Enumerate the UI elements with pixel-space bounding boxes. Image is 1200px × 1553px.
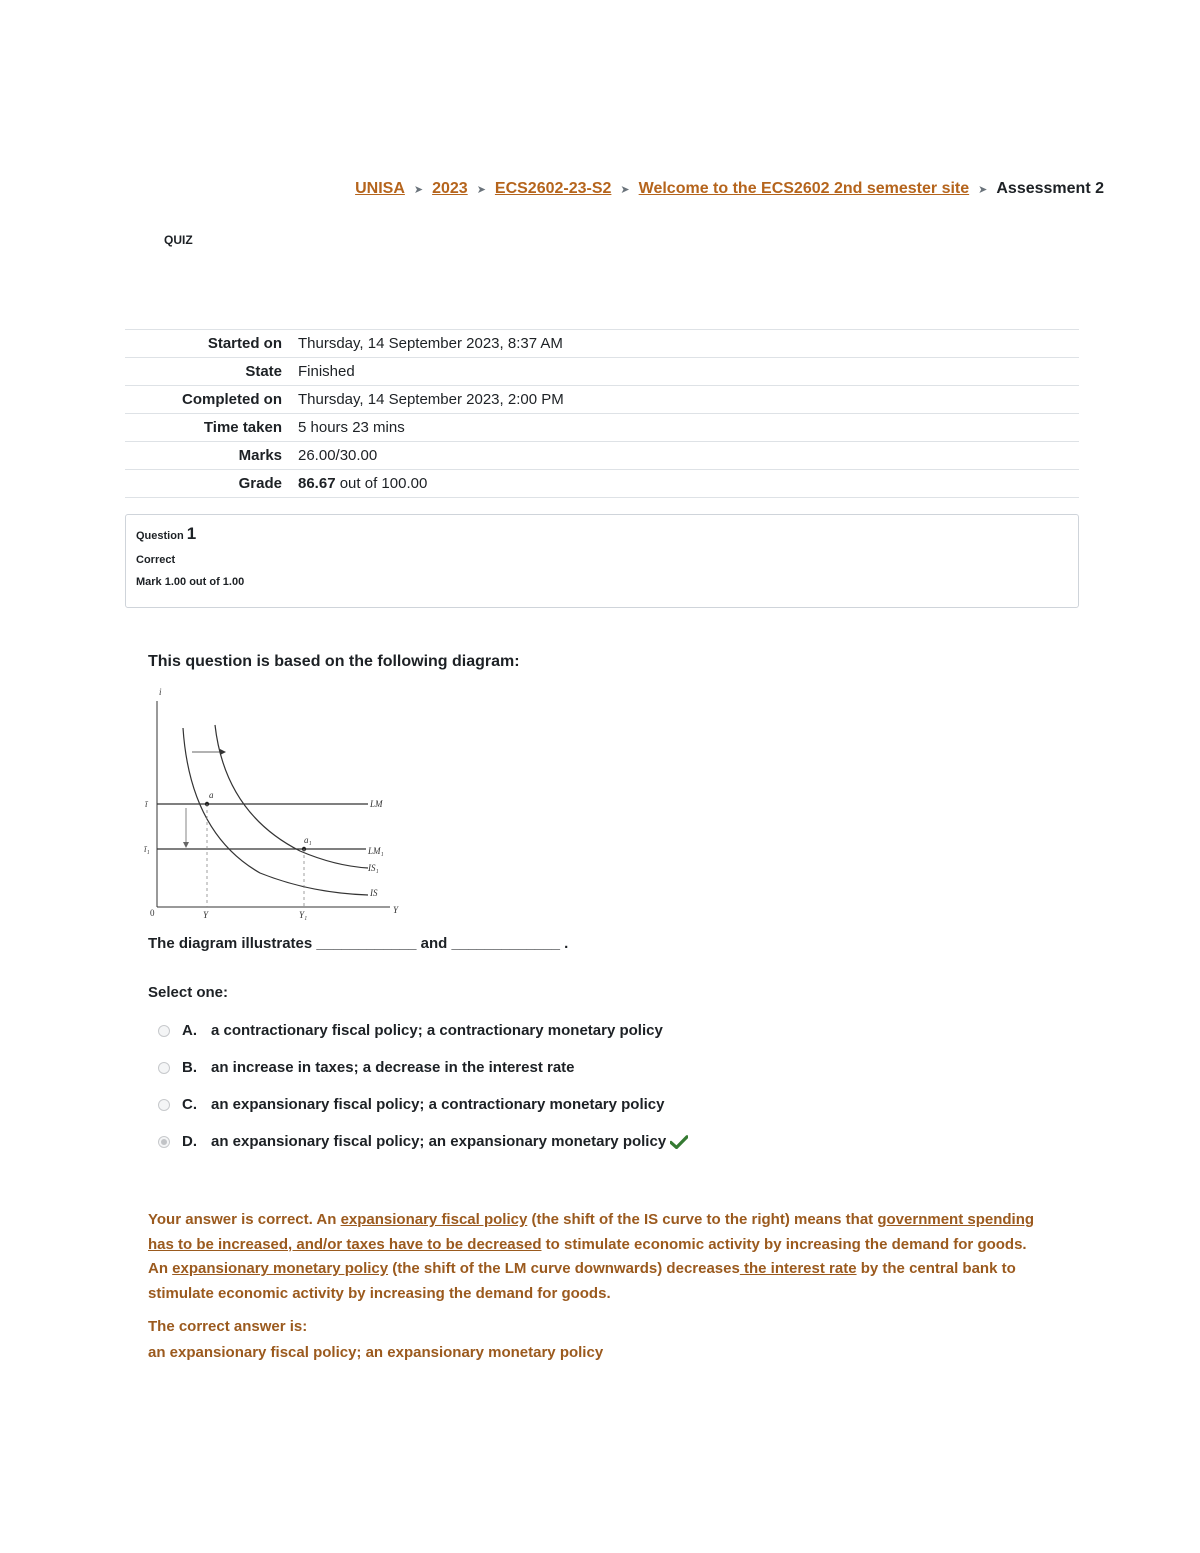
summary-value: Thursday, 14 September 2023, 2:00 PM bbox=[298, 391, 564, 408]
breadcrumb-item-unisa[interactable]: UNISA bbox=[355, 180, 405, 197]
option-text: an expansionary fiscal policy; a contractionary monetary policy bbox=[211, 1096, 665, 1113]
attempt-summary-table bbox=[125, 329, 1079, 498]
chevron-right-icon: ➤ bbox=[620, 183, 630, 196]
point-a-label: a bbox=[209, 790, 214, 800]
breadcrumb-current: Assessment 2 bbox=[996, 180, 1104, 197]
option-letter: A. bbox=[182, 1022, 197, 1039]
radio-button[interactable] bbox=[158, 1099, 170, 1111]
select-one-label: Select one: bbox=[148, 984, 229, 1001]
summary-label: Started on bbox=[207, 335, 282, 352]
is-curve bbox=[183, 728, 368, 895]
correct-check-icon bbox=[670, 1135, 688, 1149]
activity-type-label: QUIZ bbox=[164, 233, 193, 247]
answer-option-d[interactable] bbox=[158, 1123, 688, 1160]
lm1-label: LM₁ bbox=[368, 846, 384, 856]
breadcrumb-item-course[interactable]: ECS2602-23-S2 bbox=[494, 180, 612, 197]
chevron-right-icon: ➤ bbox=[476, 183, 486, 196]
grade-value: 86.67 bbox=[298, 475, 336, 492]
summary-row-marks bbox=[125, 442, 1079, 470]
question-info-box bbox=[125, 514, 1079, 608]
correct-answer-text: an expansionary fiscal policy; an expansionary monetary policy bbox=[148, 1344, 604, 1361]
summary-label: Grade bbox=[238, 475, 282, 492]
is1-label: IS₁ bbox=[368, 863, 379, 873]
summary-row-completed bbox=[125, 386, 1079, 414]
summary-row-started bbox=[125, 330, 1079, 358]
summary-value: Thursday, 14 September 2023, 8:37 AM bbox=[298, 335, 563, 352]
answer-options bbox=[158, 1012, 688, 1160]
is-lm-diagram bbox=[140, 683, 420, 923]
chevron-right-icon: ➤ bbox=[413, 183, 424, 196]
y-axis-label: i bbox=[159, 687, 162, 697]
i-bar-label: ī bbox=[145, 799, 148, 809]
option-text: an increase in taxes; a decrease in the interest rate bbox=[211, 1059, 575, 1076]
origin-label: 0 bbox=[150, 908, 155, 918]
breadcrumb-item-welcome[interactable]: Welcome to the ECS2602 2nd semester site bbox=[638, 180, 970, 197]
breadcrumb-item-year[interactable]: 2023 bbox=[432, 180, 468, 197]
answer-option-a[interactable] bbox=[158, 1012, 688, 1049]
radio-button[interactable] bbox=[158, 1062, 170, 1074]
arrow-head-right bbox=[220, 749, 226, 755]
correct-answer-label: The correct answer is: bbox=[148, 1318, 308, 1335]
answer-feedback: Your answer is correct. An expansionary fiscal policy (the shift of the IS curve to the right) means that government spending has to be increased, and/or taxes have to be decreased to stimulate economic activity by increasing the demand for goods. An expansionary monetary policy (the shift of the LM curve downwards) decreases the interest rate by the central bank to stimulate economic activity by increasing the demand for goods. bbox=[148, 1211, 1035, 1302]
summary-row-time bbox=[125, 414, 1079, 442]
feedback-link-monetary[interactable]: expansionary monetary policy bbox=[172, 1260, 389, 1277]
arrow-head-down bbox=[183, 842, 189, 848]
summary-value: 5 hours 23 mins bbox=[298, 419, 405, 436]
summary-label: Completed on bbox=[182, 391, 282, 408]
radio-button-selected[interactable] bbox=[158, 1136, 170, 1148]
summary-label: Marks bbox=[238, 447, 282, 464]
summary-value: Finished bbox=[298, 363, 355, 380]
question-intro: This question is based on the following diagram: bbox=[148, 653, 520, 670]
question-stem: The diagram illustrates ____________ and _____________ . bbox=[148, 935, 569, 952]
is1-curve bbox=[215, 725, 368, 868]
x-axis-label: Y bbox=[393, 905, 399, 915]
option-letter: B. bbox=[182, 1059, 197, 1076]
radio-button[interactable] bbox=[158, 1025, 170, 1037]
feedback-link-spending[interactable]: government spending has to be increased, and/or taxes have to be decreased bbox=[148, 1211, 1035, 1253]
summary-label: Time taken bbox=[203, 419, 282, 436]
lm-label: LM bbox=[370, 799, 383, 809]
summary-value: 26.00/30.00 bbox=[298, 447, 378, 464]
option-letter: C. bbox=[182, 1096, 197, 1113]
option-letter: D. bbox=[182, 1133, 197, 1150]
y1-tick-label: Y₁ bbox=[299, 910, 308, 920]
chevron-right-icon: ➤ bbox=[978, 183, 988, 196]
summary-row-grade bbox=[125, 470, 1079, 498]
question-status: Correct bbox=[136, 554, 176, 566]
correct-answer-box bbox=[148, 1314, 603, 1366]
option-text: an expansionary fiscal policy; an expansionary monetary policy bbox=[211, 1133, 667, 1150]
grade-max: out of 100.00 bbox=[335, 475, 428, 492]
answer-option-b[interactable] bbox=[158, 1049, 688, 1086]
summary-label: State bbox=[245, 363, 282, 380]
summary-row-state bbox=[125, 358, 1079, 386]
feedback-link-interest[interactable]: the interest rate bbox=[739, 1260, 857, 1277]
summary-value bbox=[298, 470, 1079, 498]
is-label: IS bbox=[370, 888, 378, 898]
question-mark: Mark 1.00 out of 1.00 bbox=[136, 576, 245, 588]
feedback-link-fiscal[interactable]: expansionary fiscal policy bbox=[340, 1211, 528, 1228]
answer-option-c[interactable] bbox=[158, 1086, 688, 1123]
question-number: Question 1 bbox=[136, 524, 197, 543]
y-tick-label: Y bbox=[203, 910, 209, 920]
i-bar-1-label: ī₁ bbox=[144, 844, 150, 854]
breadcrumb bbox=[355, 180, 1104, 198]
point-a1-label: a₁ bbox=[304, 835, 312, 845]
option-text: a contractionary fiscal policy; a contractionary monetary policy bbox=[211, 1022, 663, 1039]
